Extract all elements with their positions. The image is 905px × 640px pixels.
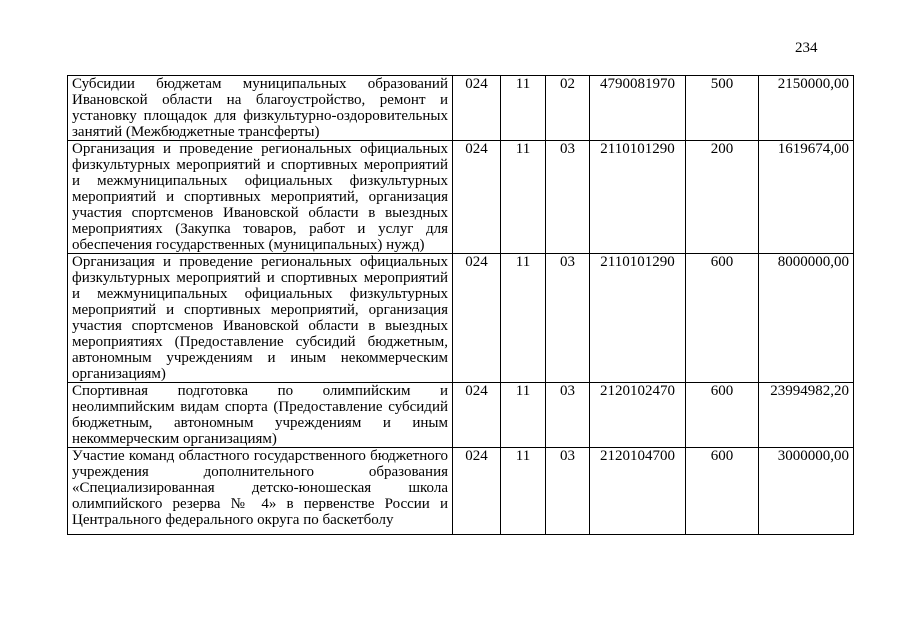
target-article-code: 2120102470 — [590, 383, 686, 448]
amount: 23994982,20 — [759, 383, 854, 448]
amount: 3000000,00 — [759, 448, 854, 535]
row-description: Организация и проведение региональных официальных физкультурных мероприятий и спортивных мероприятий и межмуниципальных официальных физкультурных мероприятий и спортивных мероприятий, организация участия спортсменов Ивановской области в выездных мероприятиях (Предоставление субсидий бюджетным, автономным учреждениям и иным некоммерческим организациям) — [68, 254, 453, 383]
subsection-code: 03 — [546, 141, 590, 254]
ministry-code: 024 — [453, 383, 501, 448]
target-article-code: 2110101290 — [590, 141, 686, 254]
ministry-code: 024 — [453, 76, 501, 141]
expense-type-code: 600 — [686, 383, 759, 448]
ministry-code: 024 — [453, 448, 501, 535]
amount: 2150000,00 — [759, 76, 854, 141]
subsection-code: 03 — [546, 254, 590, 383]
section-code: 11 — [501, 383, 546, 448]
expense-type-code: 600 — [686, 254, 759, 383]
row-description: Участие команд областного государственного бюджетного учреждения дополнительного образования «Специализированная детско-юношеская школа олимпийского резерва № 4» в первенстве России и Центрального федерального округа по баскетболу — [68, 448, 453, 535]
target-article-code: 2120104700 — [590, 448, 686, 535]
expense-type-code: 600 — [686, 448, 759, 535]
row-description: Спортивная подготовка по олимпийским и неолимпийским видам спорта (Предоставление субсидий бюджетным, автономным учреждениям и иным некоммерческим организациям) — [68, 383, 453, 448]
row-description: Организация и проведение региональных официальных физкультурных мероприятий и спортивных мероприятий и межмуниципальных официальных физкультурных мероприятий и спортивных мероприятий, организация участия спортсменов Ивановской области в выездных мероприятиях (Закупка товаров, работ и услуг для обеспечения государственных (муниципальных) нужд) — [68, 141, 453, 254]
table-row — [68, 141, 854, 254]
table-row — [68, 383, 854, 448]
subsection-code: 03 — [546, 383, 590, 448]
section-code: 11 — [501, 448, 546, 535]
budget-table — [67, 75, 854, 535]
subsection-code: 02 — [546, 76, 590, 141]
table-row — [68, 76, 854, 141]
subsection-code: 03 — [546, 448, 590, 535]
target-article-code: 4790081970 — [590, 76, 686, 141]
section-code: 11 — [501, 141, 546, 254]
expense-type-code: 200 — [686, 141, 759, 254]
section-code: 11 — [501, 76, 546, 141]
expense-type-code: 500 — [686, 76, 759, 141]
target-article-code: 2110101290 — [590, 254, 686, 383]
amount: 1619674,00 — [759, 141, 854, 254]
section-code: 11 — [501, 254, 546, 383]
row-description: Субсидии бюджетам муниципальных образований Ивановской области на благоустройство, ремонт и установку площадок для физкультурно-оздоровительных занятий (Межбюджетные трансферты) — [68, 76, 453, 141]
ministry-code: 024 — [453, 141, 501, 254]
ministry-code: 024 — [453, 254, 501, 383]
page-number: 234 — [795, 40, 818, 56]
table-row — [68, 254, 854, 383]
amount: 8000000,00 — [759, 254, 854, 383]
table-row — [68, 448, 854, 535]
